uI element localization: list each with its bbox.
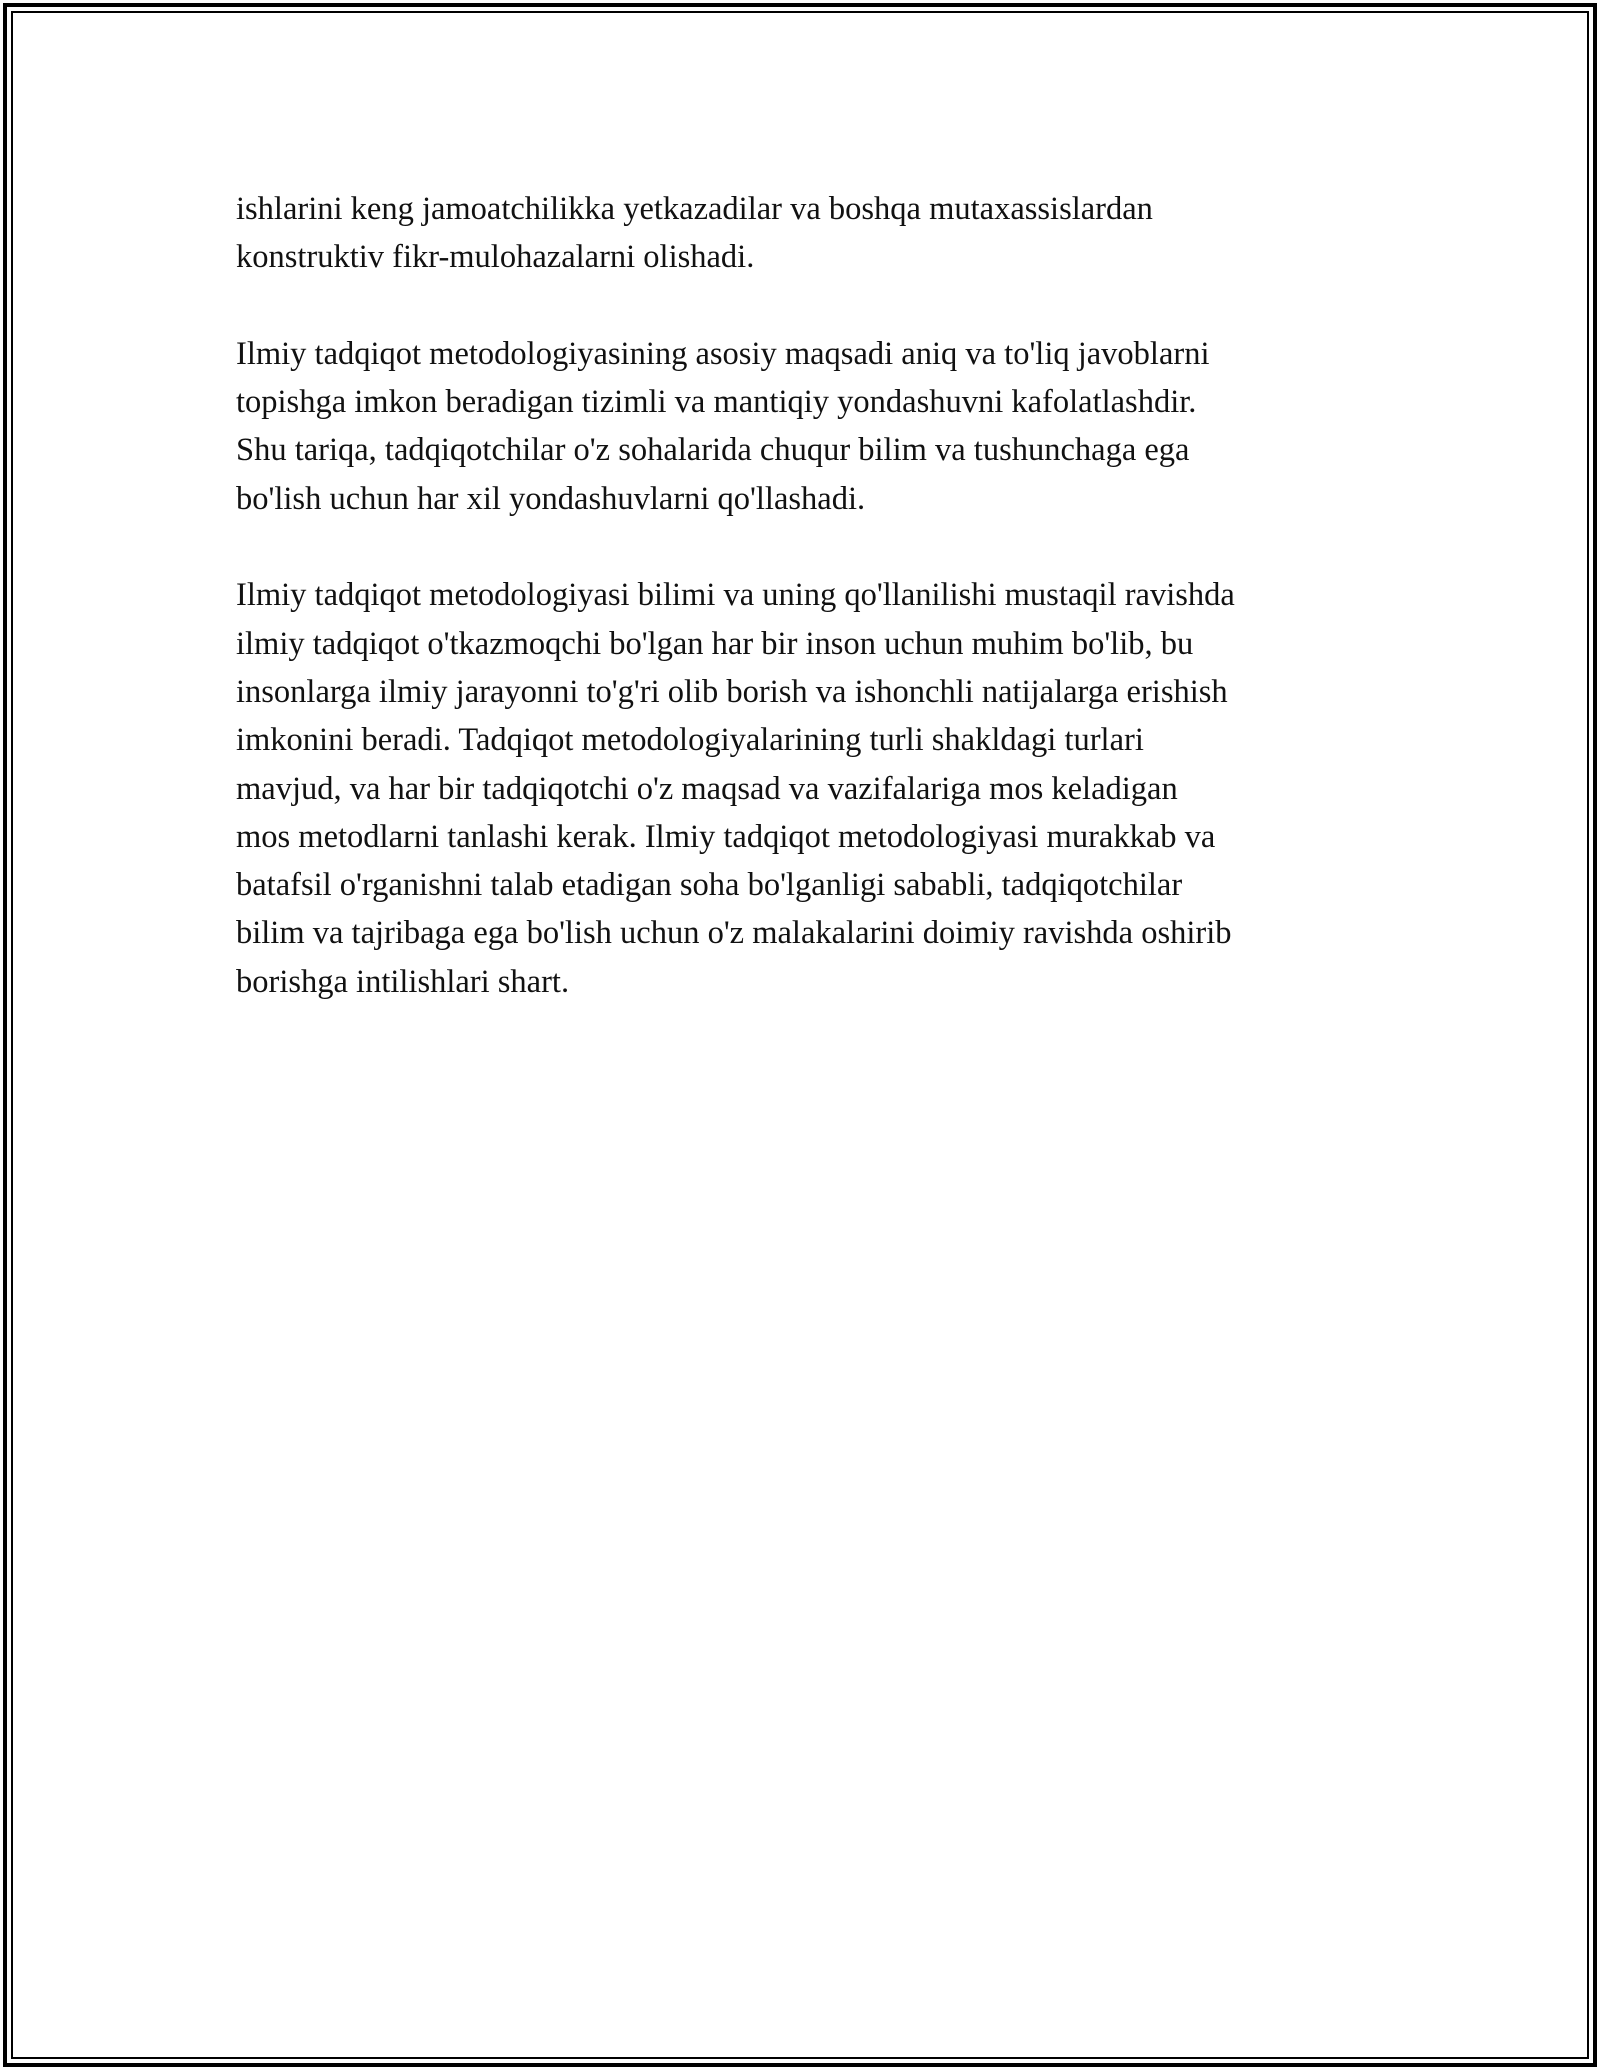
paragraph-2: Ilmiy tadqiqot metodologiyasining asosiy maqsadi aniq va to'liq javoblarni topishga imkon beradigan tizimli va mantiqiy yondashuvni kafolatlashdir. Shu tariqa, tadqiqotchilar o'z sohalarida chuqur bilim va tushunchaga ega bo'lish uchun har xil yondashuvlarni qo'llashadi. — [236, 335, 1210, 517]
paragraph-3: Ilmiy tadqiqot metodologiyasi bilimi va uning qo'llanilishi mustaqil ravishda ilmiy tadqiqot o'tkazmoqchi bo'lgan har bir inson uchun muhim bo'lib, bu insonlarga ilmiy jarayonni to'g'ri olib borish va ishonchli natijalarga erishish imkonini beradi. Tadqiqot metodologiyalarining turli shakldagi turlari mavjud, va har bir tadqiqotchi o'z maqsad va vazifalariga mos keladigan mos metodlarni tanlashi kerak. Ilmiy tadqiqot metodologiyasi murakkab va batafsil o'rganishni talab etadigan soha bo'lganligi sababli, tadqiqotchilar bilim va tajribaga ega bo'lish uchun o'z malakalarini doimiy ravishda oshirib borishga intilishlari shart. — [236, 577, 1235, 1000]
document-body — [236, 185, 1366, 1054]
paragraph-1: ishlarini keng jamoatchilikka yetkazadilar va boshqa mutaxassislardan konstruktiv fikr-mulohazalarni olishadi. — [236, 191, 1153, 276]
